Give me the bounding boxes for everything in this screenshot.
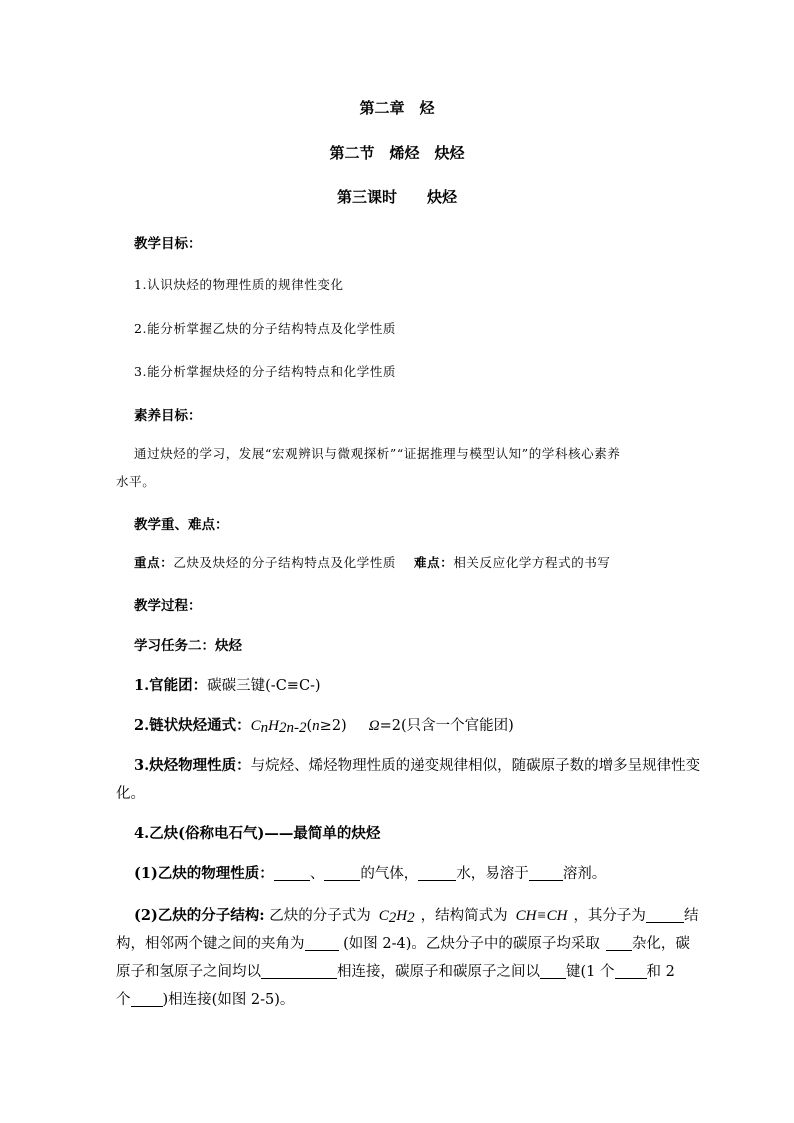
item3-text: 与烷烃、烯烃物理性质的递变规律相似，随碳原子数的增多呈规律性变 — [250, 758, 701, 774]
literacy-text-line2: 水平。 — [116, 474, 156, 489]
lesson-title: 第三课时 炔烃 — [336, 188, 457, 206]
p1-text: 的气体， — [360, 866, 419, 882]
blank — [418, 866, 456, 881]
p2-text: 键(1 个 — [566, 964, 615, 980]
p1-text: 溶剂。 — [562, 866, 607, 882]
formula-sub-2n2: 2n-2 — [279, 720, 307, 736]
chapter-title: 第二章 烃 — [359, 99, 435, 117]
cond-close: ≥2) — [319, 718, 347, 734]
item3-text-line2: 化。 — [116, 786, 145, 802]
acetylene-structure-line1 — [134, 904, 698, 927]
item-functional-group — [134, 674, 321, 695]
acetylene-structure-line2 — [116, 932, 690, 953]
p2-text: 构，相邻两个键之间的夹角为 — [116, 936, 305, 952]
p2-text: 原子和氢原子之间均以 — [116, 964, 261, 980]
blank — [615, 964, 647, 979]
p2-text: ，其分子为 — [573, 908, 646, 924]
literacy-text-line1: 通过炔烃的学习，发展“宏观辨识与微观探析”“证据推理与模型认知”的学科核心素养 — [134, 446, 621, 461]
objectives-label: 教学目标： — [134, 236, 202, 252]
objective-item: 2.能分析掌握乙炔的分子结构特点及化学性质 — [134, 321, 397, 336]
p2-label: (2)乙炔的分子结构: — [134, 907, 265, 924]
literacy-label: 素养目标： — [134, 408, 202, 424]
formula-sub-n: n — [260, 720, 269, 736]
item1-text: 碳碳三键(-C≡C-) — [207, 678, 321, 694]
blank — [261, 964, 337, 979]
formula-h: H — [396, 908, 408, 924]
formula-sub: 2 — [407, 910, 415, 926]
hard-label: 难点： — [414, 555, 454, 570]
p2-text: )相连接(如图 2-5)。 — [162, 992, 295, 1008]
p2-text: 个 — [116, 992, 131, 1008]
keypoints-label: 教学重、难点： — [134, 517, 229, 533]
p2-text: 乙炔的分子式为 — [264, 908, 371, 924]
item-physical-properties — [134, 754, 700, 775]
p2-text: ，结构简式为 — [420, 908, 508, 924]
item1-label: 1.官能团： — [134, 677, 208, 694]
blank — [606, 936, 632, 951]
key-label: 重点： — [134, 555, 174, 570]
objective-item: 3.能分析掌握炔烃的分子结构特点和化学性质 — [134, 364, 397, 379]
acetylene-structure-line3 — [116, 960, 675, 981]
blank — [529, 866, 563, 881]
item3-label: 3.炔烃物理性质： — [134, 757, 251, 774]
cond-open: ( — [306, 718, 313, 734]
blank — [324, 866, 360, 881]
formula-h: H — [268, 718, 279, 734]
task-heading: 学习任务二：炔烃 — [134, 638, 242, 654]
process-label: 教学过程： — [134, 598, 202, 614]
objective-item: 1.认识炔烃的物理性质的规律性变化 — [134, 277, 344, 292]
p1-text: 水，易溶于 — [456, 866, 529, 882]
acetylene-structure-line4 — [116, 988, 294, 1009]
blank — [131, 992, 163, 1007]
item-general-formula — [134, 714, 514, 737]
item2-label: 2.链状炔烃通式： — [134, 717, 251, 734]
p1-label: (1)乙炔的物理性质： — [134, 865, 274, 882]
acetylene-physical-properties — [134, 862, 606, 883]
p2-text: (如图 2-4)。乙炔分子中的碳原子均采取 — [338, 936, 600, 952]
formula-c: C — [250, 718, 261, 734]
p2-text: 结 — [683, 908, 699, 924]
structural-formula: CH≡CH — [515, 908, 568, 924]
blank — [305, 936, 339, 951]
item4-label: 4.乙炔(俗称电石气)——最简单的炔烃 — [134, 825, 381, 842]
p1-text: 、 — [309, 866, 325, 882]
omega-text: =2(只含一个官能团) — [379, 718, 514, 734]
keypoints-line — [134, 553, 611, 571]
formula-c: C — [378, 908, 389, 924]
blank — [646, 908, 684, 923]
p2-text: 相连接，碳原子和碳原子之间以 — [337, 964, 540, 980]
blank — [540, 964, 566, 979]
p2-text: 和 2 — [646, 964, 675, 980]
p2-text: 杂化，碳 — [631, 936, 690, 952]
hard-text: 相关反应化学方程式的书写 — [453, 555, 611, 570]
formula-sub: 2 — [388, 910, 397, 926]
blank — [274, 866, 310, 881]
key-text: 乙炔及炔烃的分子结构特点及化学性质 — [173, 555, 397, 570]
section-title: 第二节 烯烃 炔烃 — [329, 144, 465, 162]
cond-n: n — [312, 718, 320, 734]
omega-symbol: Ω — [368, 718, 380, 734]
item-acetylene — [134, 822, 380, 843]
